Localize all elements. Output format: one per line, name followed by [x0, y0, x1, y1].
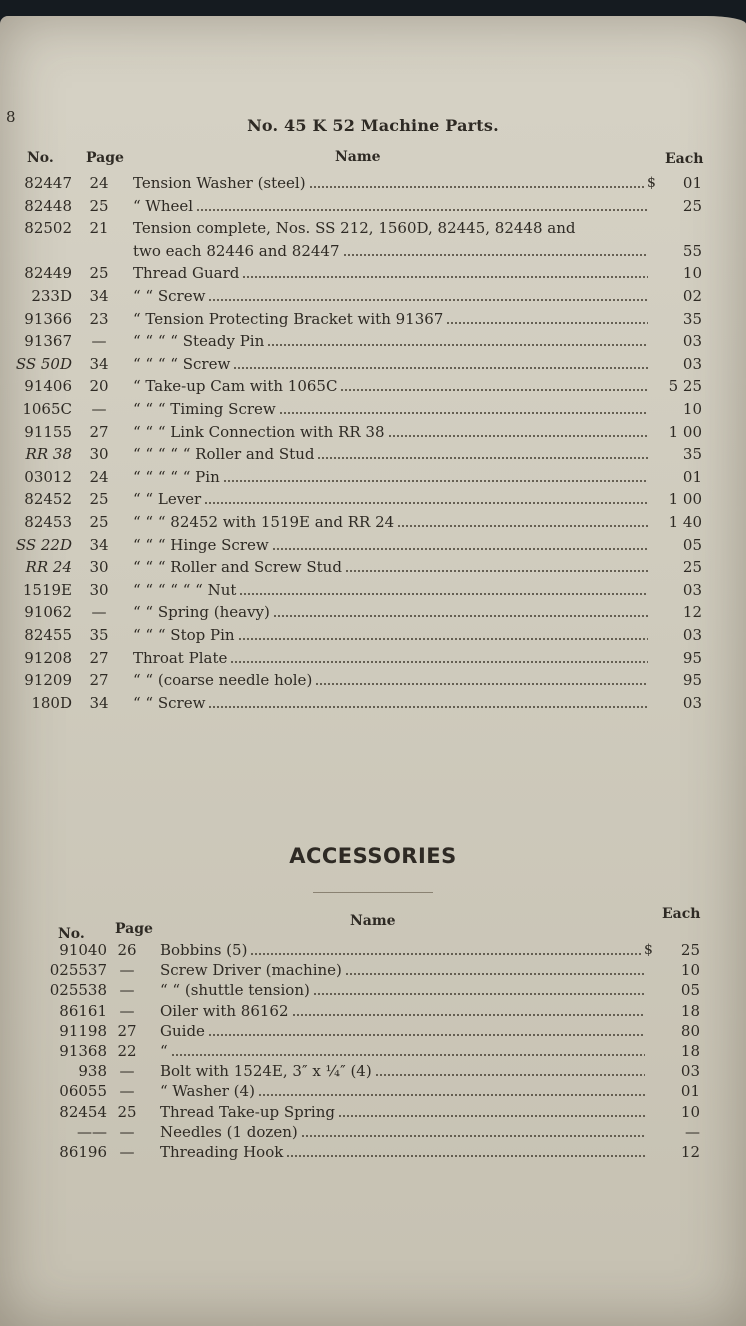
price: 03 [680, 1062, 700, 1081]
part-number: 91208 [24, 648, 72, 667]
item-name: Thread Take-up Spring [160, 1102, 335, 1121]
accessory-row [0, 940, 746, 962]
item-name: Tension complete, Nos. SS 212, 1560D, 82445, 82448 and [133, 219, 576, 238]
part-row [0, 602, 746, 624]
accessory-row [0, 1061, 746, 1083]
accessory-row [0, 1021, 746, 1043]
price: 10 [680, 961, 700, 980]
part-row [0, 625, 746, 647]
page-ref: 27 [89, 648, 109, 667]
price: 05 [682, 535, 702, 554]
part-number: 82453 [24, 513, 72, 531]
price: 1 40 [668, 513, 702, 531]
price: 25 [682, 196, 702, 215]
item-name: “ “ (coarse needle hole) [133, 671, 313, 690]
leader-dots [315, 683, 648, 685]
price: 12 [682, 603, 702, 622]
item-name: “ “ “ Timing Screw [133, 400, 276, 418]
page-ref: — [119, 1001, 135, 1020]
item-name: “ [160, 1042, 168, 1060]
price: 18 [680, 1042, 700, 1060]
page-ref: 25 [89, 264, 109, 283]
page-ref: — [119, 1143, 135, 1161]
item-name: Needles (1 dozen) [160, 1122, 298, 1141]
page-ref: — [91, 332, 107, 351]
part-number: 86196 [59, 1143, 107, 1161]
part-number: 82452 [24, 490, 72, 509]
page-ref: 22 [117, 1042, 137, 1060]
item-name: Screw Driver (machine) [160, 961, 342, 980]
leader-dots [238, 638, 648, 640]
page-ref: 34 [89, 535, 109, 554]
part-row [0, 218, 746, 240]
page-ref: — [119, 1082, 135, 1101]
leader-dots [233, 367, 648, 369]
part-number: 86161 [59, 1001, 107, 1020]
price: 05 [680, 981, 700, 1000]
part-number: 91040 [59, 941, 107, 959]
page-ref: 27 [89, 671, 109, 690]
part-number: 91209 [24, 671, 72, 690]
page-ref: 20 [89, 377, 109, 396]
price: 5 25 [668, 377, 702, 396]
page-ref: 25 [89, 196, 109, 215]
acc-col-header-name: Name [350, 913, 396, 929]
acc-col-header-each: Each [662, 906, 701, 922]
price: 1 00 [668, 422, 702, 441]
part-number: 91062 [24, 603, 72, 622]
part-row [0, 376, 746, 398]
part-row [0, 399, 746, 421]
leader-dots [239, 593, 648, 595]
part-row [0, 173, 746, 195]
page-number: 8 [6, 108, 16, 126]
page-ref: 24 [89, 467, 109, 486]
accessory-row [0, 1122, 746, 1144]
price: 10 [682, 400, 702, 418]
page-ref: — [119, 1062, 135, 1081]
price: 03 [682, 354, 702, 373]
price: 03 [682, 332, 702, 351]
leader-dots [223, 480, 648, 482]
part-number: 91406 [24, 377, 72, 396]
leader-dots [340, 389, 648, 391]
page-ref: — [119, 961, 135, 980]
item-name: Guide [160, 1021, 205, 1040]
part-row [0, 331, 746, 353]
part-number: RR 38 [25, 445, 72, 464]
page-ref: — [91, 400, 107, 418]
part-row [0, 263, 746, 285]
price: 01 [682, 467, 702, 486]
item-name: “ “ Screw [133, 287, 206, 305]
part-number: 82455 [24, 626, 72, 644]
page-ref: 27 [89, 422, 109, 441]
part-row [0, 648, 746, 670]
leader-dots [343, 254, 648, 256]
part-row [0, 580, 746, 602]
item-name: “ Tension Protecting Bracket with 91367 [133, 309, 444, 328]
acc-col-header-page: Page [115, 921, 153, 937]
item-name: Thread Guard [133, 264, 240, 283]
page-ref: 21 [89, 219, 109, 238]
page-ref: 25 [89, 490, 109, 509]
leader-dots [258, 1094, 645, 1096]
price: 10 [680, 1102, 700, 1121]
price: 1 00 [668, 490, 702, 509]
part-row [0, 557, 746, 579]
price: 02 [682, 287, 702, 305]
accessory-row [0, 1081, 746, 1103]
leader-dots [230, 661, 648, 663]
part-number: 06055 [59, 1082, 107, 1101]
leader-dots [279, 412, 648, 414]
item-name: “ “ “ Link Connection with RR 38 [133, 422, 385, 441]
item-name: “ “ “ 82452 with 1519E and RR 24 [133, 513, 395, 531]
part-row [0, 693, 746, 715]
part-number: —— [77, 1122, 107, 1141]
page-ref: 24 [89, 174, 109, 192]
col-header-page: Page [86, 150, 124, 166]
item-name: “ “ “ “ Steady Pin [133, 332, 265, 351]
accessory-row [0, 960, 746, 982]
price: 25 [680, 941, 700, 959]
item-name: Bobbins (5) [160, 941, 248, 959]
part-number: 82454 [59, 1102, 107, 1121]
part-number: 82448 [24, 196, 72, 215]
part-number: 180D [31, 693, 72, 712]
page-ref: 30 [89, 580, 109, 599]
leader-dots [242, 276, 648, 278]
part-number: 91367 [24, 332, 72, 351]
item-name: Tension Washer (steel) [133, 174, 306, 192]
item-name: two each 82446 and 82447 [133, 241, 340, 260]
price: 03 [682, 626, 702, 644]
part-number: 025538 [49, 981, 107, 1000]
leader-dots [375, 1074, 645, 1076]
page-ref: 34 [89, 693, 109, 712]
item-name: “ “ “ Roller and Screw Stud [133, 558, 342, 577]
page-title: No. 45 K 52 Machine Parts. [247, 116, 499, 135]
part-number: 91155 [24, 422, 72, 441]
part-number: RR 24 [25, 558, 72, 577]
leader-dots [397, 525, 648, 527]
price: 95 [682, 648, 702, 667]
page-ref: 27 [117, 1021, 137, 1040]
page-ref: 34 [89, 287, 109, 305]
page-ref: 35 [89, 626, 109, 644]
item-name: “ “ Spring (heavy) [133, 603, 270, 622]
accessory-row [0, 1001, 746, 1023]
price: 03 [682, 693, 702, 712]
leader-dots [317, 457, 648, 459]
page-ref: 26 [117, 941, 137, 959]
leader-dots [446, 322, 648, 324]
price: 01 [680, 1082, 700, 1101]
part-number: 1519E [22, 580, 72, 599]
leader-dots [313, 993, 645, 995]
page-ref: 25 [89, 513, 109, 531]
price: 80 [680, 1021, 700, 1040]
part-number: 82502 [24, 219, 72, 238]
leader-dots [204, 502, 648, 504]
part-row [0, 241, 746, 263]
item-name: “ “ “ “ “ Roller and Stud [133, 445, 315, 464]
item-name: “ Wheel [133, 196, 194, 215]
part-row [0, 489, 746, 511]
item-name: “ Washer (4) [160, 1082, 255, 1101]
divider-rule [313, 892, 433, 893]
dollar-sign: $ [647, 175, 656, 191]
page-ref: 30 [89, 445, 109, 464]
price: 95 [682, 671, 702, 690]
price: 35 [682, 309, 702, 328]
price: 55 [682, 241, 702, 260]
price: 25 [682, 558, 702, 577]
leader-dots [273, 615, 648, 617]
item-name: “ “ “ Hinge Screw [133, 535, 269, 554]
leader-dots [345, 973, 645, 975]
price: 03 [682, 580, 702, 599]
part-row [0, 670, 746, 692]
price: 10 [682, 264, 702, 283]
accessory-row [0, 980, 746, 1002]
part-row [0, 535, 746, 557]
part-number: 91368 [59, 1042, 107, 1060]
accessories-heading: ACCESSORIES [289, 844, 457, 868]
part-number: 82449 [24, 264, 72, 283]
page-ref: 25 [117, 1102, 137, 1121]
accessory-row [0, 1041, 746, 1063]
item-name: “ “ “ “ Screw [133, 354, 231, 373]
item-name: “ “ “ Stop Pin [133, 626, 235, 644]
part-number: 938 [78, 1062, 107, 1081]
item-name: Throat Plate [133, 648, 228, 667]
leader-dots [309, 186, 644, 188]
part-number: 233D [31, 287, 72, 305]
leader-dots [208, 706, 648, 708]
item-name: Bolt with 1524E, 3″ x ¼″ (4) [160, 1062, 372, 1081]
leader-dots [272, 548, 648, 550]
item-name: “ “ “ “ “ “ Nut [133, 580, 237, 599]
part-row [0, 286, 746, 308]
leader-dots [250, 953, 641, 955]
leader-dots [345, 570, 648, 572]
acc-col-header-no: No. [58, 926, 85, 942]
page-ref: — [91, 603, 107, 622]
leader-dots [388, 435, 648, 437]
item-name: “ Take-up Cam with 1065C [133, 377, 338, 396]
part-row [0, 467, 746, 489]
page-ref: — [119, 1122, 135, 1141]
price: 18 [680, 1001, 700, 1020]
col-header-no: No. [27, 150, 54, 166]
leader-dots [292, 1014, 645, 1016]
item-name: “ “ “ “ “ Pin [133, 467, 220, 486]
part-number: 1065C [22, 400, 72, 418]
accessory-row [0, 1142, 746, 1164]
part-row [0, 309, 746, 331]
leader-dots [171, 1054, 645, 1056]
col-header-name: Name [335, 149, 381, 165]
part-row [0, 354, 746, 376]
item-name: “ “ Lever [133, 490, 202, 509]
item-name: “ “ Screw [133, 693, 206, 712]
leader-dots [267, 344, 648, 346]
leader-dots [286, 1155, 645, 1157]
accessory-row [0, 1102, 746, 1124]
item-name: Threading Hook [160, 1143, 284, 1161]
price: 12 [680, 1143, 700, 1161]
part-number: SS 50D [15, 354, 72, 373]
part-number: SS 22D [15, 535, 72, 554]
dollar-sign: $ [644, 942, 653, 958]
part-number: 82447 [24, 174, 72, 192]
part-number: 03012 [24, 467, 72, 486]
price: 35 [682, 445, 702, 464]
part-row [0, 196, 746, 218]
page-ref: — [119, 981, 135, 1000]
item-name: “ “ (shuttle tension) [160, 981, 310, 1000]
col-header-each: Each [665, 151, 704, 167]
page-ref: 34 [89, 354, 109, 373]
leader-dots [196, 209, 648, 211]
item-name: Oiler with 86162 [160, 1001, 289, 1020]
page-ref: 23 [89, 309, 109, 328]
part-row [0, 512, 746, 534]
part-number: 91198 [59, 1021, 107, 1040]
part-number: 025537 [49, 961, 107, 980]
leader-dots [338, 1115, 645, 1117]
price: 01 [682, 174, 702, 192]
price: — [685, 1122, 700, 1141]
part-number: 91366 [24, 309, 72, 328]
part-row [0, 444, 746, 466]
leader-dots [208, 1034, 645, 1036]
leader-dots [208, 299, 648, 301]
page-ref: 30 [89, 558, 109, 577]
part-row [0, 422, 746, 444]
leader-dots [301, 1135, 645, 1137]
